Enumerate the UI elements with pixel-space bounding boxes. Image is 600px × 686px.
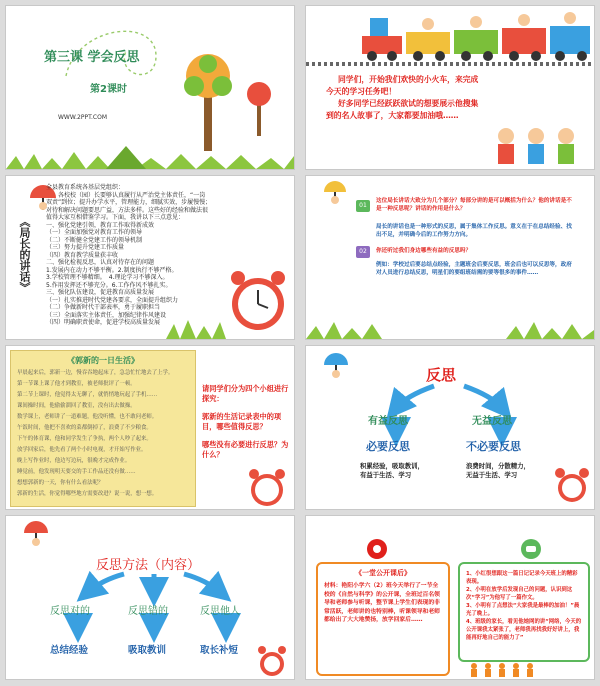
tree-illustration bbox=[174, 46, 244, 156]
alarm-clock-illustration bbox=[552, 466, 592, 509]
slide-8[interactable] bbox=[306, 516, 594, 679]
speech-line: （一）扎实推进时代党建各要求，全面提升组织力 bbox=[46, 296, 179, 304]
speech-line: （三）全面落实主体责任，加强纪律作风建设 bbox=[46, 311, 167, 319]
speech-line: （二）不断健全党建工作的领导机制 bbox=[46, 236, 143, 244]
result-experience: 总结经验 bbox=[50, 645, 89, 656]
grass-decoration bbox=[166, 316, 226, 339]
prompt-1: 请同学们分为四个小组进行探究： bbox=[202, 384, 289, 403]
story-line: 放学回家后，他先看了两个小时电视，才开始写作业。 bbox=[17, 447, 147, 453]
answer-1: 局长的讲话也是一种形式的反思，属于集体工作反思。意义在于在总结经验、找出不足，并明确今后的工作努力方向。 bbox=[376, 224, 572, 238]
story-line: 想想郭新的一天，你有什么看法呢？ bbox=[17, 480, 104, 486]
speech-line: 二、强化检视反思，认真对待存在的问题 bbox=[46, 259, 155, 266]
root-concept: 反思 bbox=[426, 366, 457, 384]
question-1: 这位局长讲话大致分为几个部分？每部分讲的是可以概括为什么？他的讲话是不是一种反思呢？讲话的作用是什么？ bbox=[376, 198, 572, 212]
intro-line-2: 今天的学习任务吧！ bbox=[326, 87, 397, 96]
intro-line-3: 好多同学已经跃跃欲试的想要展示他搜集 bbox=[338, 99, 479, 108]
option-item: 3、小明有了点想法“大家我是最棒的加油！”晨光了晚上。 bbox=[466, 603, 580, 617]
speech-line: 1.发展内在动力不够平衡。2.制度执行不够严格。 bbox=[46, 266, 178, 274]
website-label: WWW.2PPT.COM bbox=[58, 114, 108, 121]
story-line: 第二节上课时，他觉得太无聊了，就悄悄地玩起了手机…… bbox=[17, 392, 158, 398]
beneficial-description bbox=[360, 462, 424, 480]
slide-3[interactable] bbox=[6, 176, 294, 339]
story-line: 午饭时间，他把不喜欢的菜都倒掉了，浪费了不少粮食。 bbox=[17, 425, 152, 431]
branch-arrows bbox=[306, 346, 594, 509]
speech-line: 全县教育系统各基层党组织： bbox=[46, 184, 125, 191]
speech-line: （一）全面加强党对教育工作的领导 bbox=[46, 229, 143, 236]
speech-line: 双责”到位；提升办学水平，管理能力，细腻实效，步履慢慢； bbox=[46, 199, 212, 206]
story-line: 数学课上，老师讲了一道难题，他没听懂，也不敢问老师。 bbox=[17, 414, 158, 420]
slide-4[interactable] bbox=[306, 176, 594, 339]
side-title: 《局长的讲话》 bbox=[18, 216, 31, 293]
intro-paragraph bbox=[326, 74, 586, 122]
slide-2[interactable] bbox=[306, 6, 594, 169]
methods-title: 反思方法（内容） bbox=[96, 558, 201, 573]
beneficial-desc-line-2: 有益于生活、学习 bbox=[360, 471, 412, 479]
prompt-2: 郭新的生活记录表中的项目，哪些值得反思？ bbox=[202, 412, 282, 431]
speech-line: （四）教育教学质量获丰收 bbox=[46, 251, 119, 259]
material-text: 材料：艳阳小学六（2）班今天举行了一节全校的《自然与科学》的公开课，全班过百名领导和老师参与听课，整节课上学生们表现的非常活跃，老师讲的也特别棒，听课领导和老师都给出了大大地赞扬，放学回家后…… bbox=[324, 583, 440, 624]
alarm-clock-illustration bbox=[244, 466, 290, 509]
useless-desc-line-1: 浪费时间，分散精力， bbox=[466, 462, 530, 470]
slide-title: 第三课 学会反思 bbox=[44, 50, 140, 65]
result-lessons: 吸取教训 bbox=[128, 645, 167, 656]
method-wrong: 反思错的 bbox=[128, 606, 168, 617]
speech-line: 3.学校管理不够精细。 4.理论学习不够深入。 bbox=[46, 274, 169, 281]
useless-desc-line-2: 无益于生活、学习 bbox=[466, 471, 518, 479]
story-line: 第一节课上课了他才到教室，被老师批评了一顿。 bbox=[17, 381, 136, 387]
useless-description bbox=[466, 462, 530, 480]
speech-line: 值得大家互相借鉴学习。下面，我讲以下三点意见： bbox=[46, 214, 185, 221]
slide-subtitle: 第2课时 bbox=[90, 84, 127, 95]
speech-line: 一、强化党建引领，教育工作取得新成效 bbox=[46, 221, 155, 229]
train-illustration bbox=[362, 6, 592, 64]
speech-line: 各校校（园）长要够认真履行从严治党主体责任，“一岗 bbox=[46, 191, 206, 199]
unnecessary-reflection: 不必要反思 bbox=[466, 440, 521, 453]
answer-2: 例如：学校过后要总结点经验，主题班会后要反思，班会后也可以反思等，政府对人员进行总结反思，明星们的要组班结需的要等很多的事件…… bbox=[376, 262, 572, 276]
speech-line: （三）努力提升党建工作质量 bbox=[46, 244, 125, 251]
kids-illustration bbox=[486, 122, 586, 169]
material-card bbox=[316, 562, 450, 676]
railway-track bbox=[306, 62, 594, 66]
option-item: 2、小明在放学后发现自己的问题，认识到这次“学习”为他写了一篇作文。 bbox=[466, 587, 573, 601]
story-title: 《郭新的一日生活》 bbox=[67, 356, 139, 365]
result-strengths: 取长补短 bbox=[200, 645, 239, 656]
speech-line: （二）争做新时代干部表率，勇于履职担当 bbox=[46, 304, 161, 311]
story-line: 下午的体育课，他和同学发生了争执，两个人吵了起来。 bbox=[17, 436, 152, 442]
speech-line: 对待和解决问题要思广益，方法多样。这些好的经验和做法很 bbox=[46, 206, 209, 214]
alarm-clock-illustration bbox=[252, 644, 292, 679]
prompt-3: 哪些没有必要进行反思？为什么？ bbox=[202, 440, 289, 459]
speech-line: 5.作用发挥还不够充分。6.工作作风不够扎实。 bbox=[46, 281, 172, 289]
story-line: 早晨起来后，郭新一边，慢吞吞地起床了，急急忙忙地去了上学。 bbox=[17, 370, 174, 376]
options-card bbox=[458, 562, 590, 662]
grass-decoration bbox=[306, 316, 594, 339]
beneficial-desc-line-1: 积累经验，吸取教训， bbox=[360, 462, 424, 470]
story-line: 睡觉前，他发现明天要交的手工作品还没有做…… bbox=[17, 469, 136, 475]
story-document bbox=[10, 350, 196, 507]
intro-line-4: 到的名人故事了，大家都要加油哦…… bbox=[326, 111, 459, 120]
slide-1[interactable] bbox=[6, 6, 294, 169]
branch-beneficial: 有益反思 bbox=[368, 416, 408, 427]
speech-line: （四）明确职责使命，促进学校高质量发展 bbox=[46, 319, 161, 326]
material-title: 《一堂公开课后》 bbox=[355, 569, 411, 577]
chat-icon bbox=[520, 538, 542, 564]
story-line: 晚上写作业时，他边写边玩，很晚才完成作业。 bbox=[17, 458, 131, 464]
slide-6[interactable] bbox=[306, 346, 594, 509]
question-badge-2: 02 bbox=[356, 246, 370, 258]
flower-icon bbox=[366, 538, 388, 564]
branch-useless: 无益反思 bbox=[472, 416, 512, 427]
slide-7[interactable] bbox=[6, 516, 294, 679]
people-icons bbox=[466, 662, 586, 679]
umbrella-kid-illustration bbox=[322, 180, 348, 210]
tree-small bbox=[244, 76, 274, 140]
speech-line: 三、强化队伍建设，促进教育高质量发展 bbox=[46, 289, 155, 296]
option-item: 4、班级的家长，看见他她网的讲“网络，今天的公开课我太紧张了，老师我再找我好好讲上，我能再好地自己的能力了” bbox=[466, 619, 582, 641]
discussion-prompts bbox=[202, 384, 290, 460]
alarm-clock-illustration bbox=[226, 268, 290, 338]
method-others: 反思他人 bbox=[200, 606, 240, 617]
option-item: 1、小红很想跟这一篇日记记录今天班上的精彩表现。 bbox=[466, 571, 578, 585]
necessary-reflection: 必要反思 bbox=[366, 440, 410, 453]
slide-5[interactable] bbox=[6, 346, 294, 509]
method-right: 反思对的 bbox=[50, 606, 90, 617]
intro-line-1: 同学们，开始我们欢快的小火车，来完成 bbox=[338, 75, 479, 84]
story-line: 课间操时间，他偷偷溜回了教室，没有出去做操。 bbox=[17, 403, 136, 409]
question-2: 你还听过我们身边哪些有益的反思吗？ bbox=[376, 248, 472, 254]
question-badge-1: 01 bbox=[356, 200, 370, 212]
speech-text bbox=[46, 184, 246, 327]
story-line: 郭新的生活，你觉得哪些地方需要改进？说一说，想一想。 bbox=[17, 491, 158, 497]
